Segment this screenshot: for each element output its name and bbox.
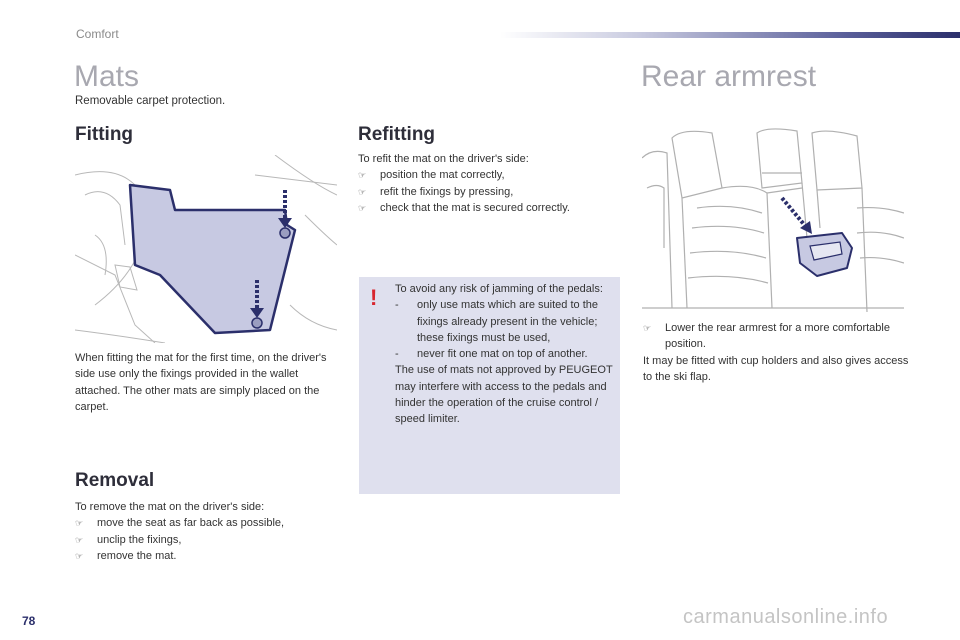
list-item: ☞ Lower the rear armrest for a more comfortable position. <box>643 320 913 353</box>
fitting-paragraph: When fitting the mat for the first time, on the driver's side use only the fixings provided in the wallet attached. The other mats are simply placed on the carpet. <box>75 352 327 413</box>
list-item: ☞ unclip the fixings, <box>75 532 335 548</box>
rear-armrest-paragraph: It may be fitted with cup holders and also gives access to the ski flap. <box>643 354 909 383</box>
rear-armrest-illustration <box>642 128 904 312</box>
removal-title: Removal <box>75 470 155 491</box>
watermark: carmanualsonline.info <box>683 606 889 628</box>
header-bar <box>500 32 960 38</box>
list-item: ☞ move the seat as far back as possible, <box>75 515 335 531</box>
list-item: ☞ position the mat correctly, <box>358 167 608 183</box>
mats-title: Mats <box>74 60 140 93</box>
hand-pointer-icon: ☞ <box>358 186 367 197</box>
hand-pointer-icon: ☞ <box>75 550 84 561</box>
list-item: - never fit one mat on top of another. <box>395 348 588 361</box>
warning-text <box>395 281 615 428</box>
list-item: ☞ check that the mat is secured correctly. <box>358 200 608 216</box>
warning-intro: To avoid any risk of jamming of the pedals: <box>395 283 603 295</box>
refitting-block <box>358 151 608 216</box>
warning-outro: The use of mats not approved by PEUGEOT may interfere with access to the pedals and hinder the operation of the cruise control / speed limiter. <box>395 364 613 426</box>
removal-intro: To remove the mat on the driver's side: <box>75 501 265 513</box>
hand-pointer-icon: ☞ <box>643 323 652 333</box>
rear-armrest-title: Rear armrest <box>641 60 817 93</box>
mats-subtitle: Removable carpet protection. <box>75 95 226 107</box>
section-label: Comfort <box>76 27 119 41</box>
hand-pointer-icon: ☞ <box>358 202 367 213</box>
list-item: ☞ remove the mat. <box>75 548 335 564</box>
rear-armrest-block <box>643 320 913 385</box>
fitting-title: Fitting <box>75 124 134 145</box>
mat-fitting-illustration <box>75 155 337 343</box>
list-item: ☞ refit the fixings by pressing, <box>358 184 608 200</box>
warning-icon: ! <box>370 285 378 310</box>
refitting-title: Refitting <box>358 124 436 145</box>
list-item: - only use mats which are suited to the fixings already present in the vehicle; these fixings must be used, <box>395 299 598 344</box>
removal-block <box>75 499 335 564</box>
hand-pointer-icon: ☞ <box>75 518 84 529</box>
hand-pointer-icon: ☞ <box>75 534 84 545</box>
refitting-intro: To refit the mat on the driver's side: <box>358 153 529 165</box>
page-number: 78 <box>22 614 36 628</box>
hand-pointer-icon: ☞ <box>358 170 367 181</box>
